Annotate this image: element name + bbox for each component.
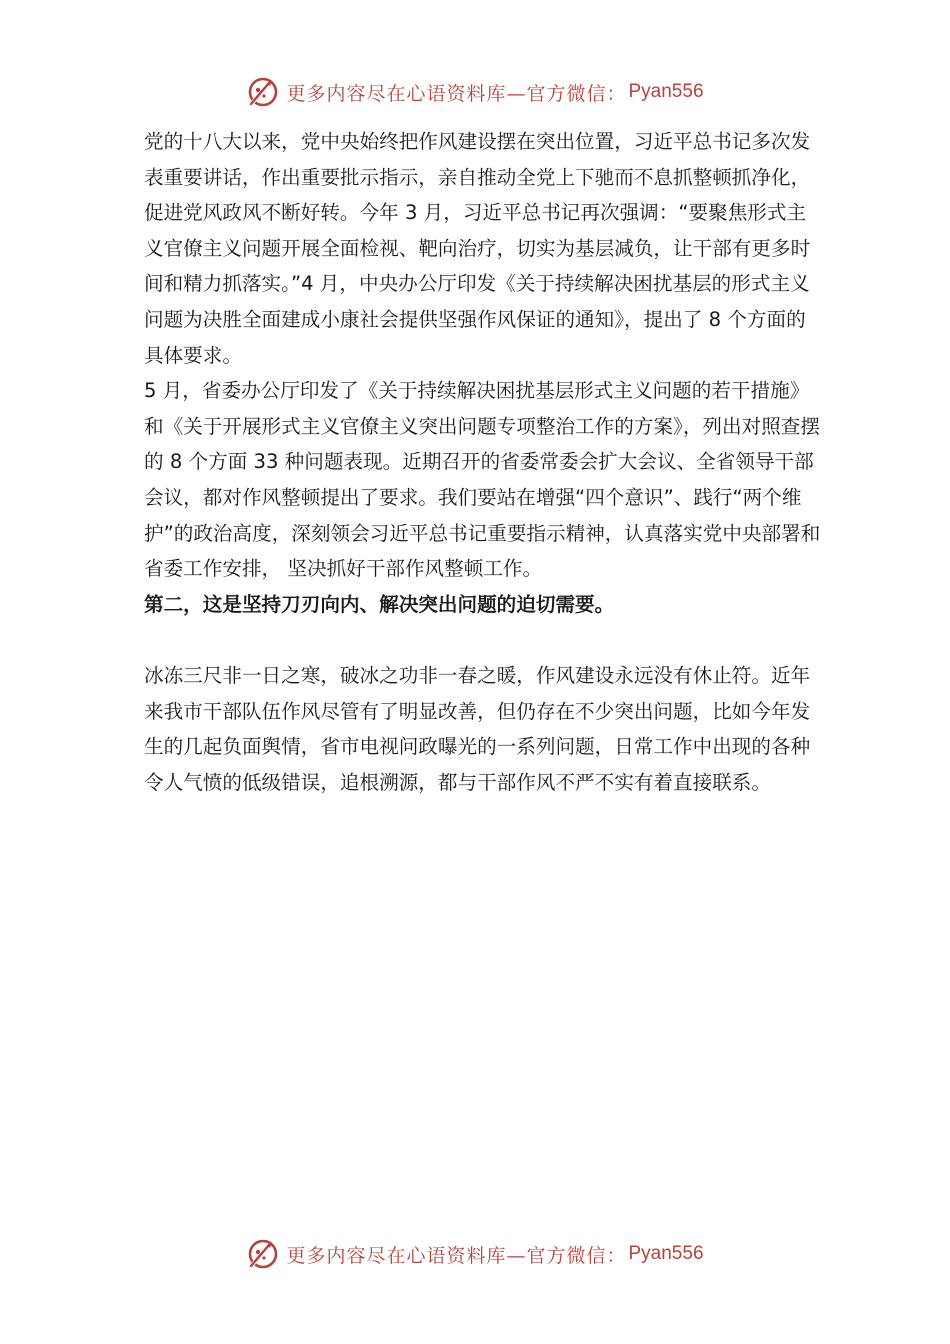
paragraph-2: 5 月，省委办公厅印发了《关于持续解决困扰基层形式主义问题的若干措施》和《关于开展形式主义官僚主义突出问题专项整治工作的方案》，列出对照查摆的 8 个方面 33 种问题表现。近期召开的省委常委会扩大会议、全省领导干部会议，都对作风整顿提出了要求。我们要站在增强“四个意识”、践行“两个维护”的政治高度，深刻领会习近平总书记重要指示精神，认真落实党中央部署和省委工作安排， 坚决抓好干部作风整顿工作。 xyxy=(144,379,821,581)
watermark-wechat-id: Pyan556 xyxy=(628,1243,704,1264)
header-watermark xyxy=(0,74,950,110)
watermark-wechat-id: Pyan556 xyxy=(628,81,704,102)
footer-watermark xyxy=(0,1236,950,1272)
paragraph-1: 党的十八大以来，党中央始终把作风建设摆在突出位置，习近平总书记多次发表重要讲话，作出重要批示指示，亲自推动全党上下驰而不息抓整顿抓净化，促进党风政风不断好转。今年 3 月，习近平总书记再次强调：“要聚焦形式主义官僚主义问题开展全面检视、靶向治疗，切实为基层减负，让干部有更多时间和精力抓落实。”4 月，中央办公厅印发《关于持续解决困扰基层的形式主义问题为决胜全面建成小康社会提供坚强作风保证的通知》，提出了 8 个方面的具体要求。 xyxy=(144,130,811,367)
document-body xyxy=(144,124,824,800)
watermark-text: 更多内容尽在心语资料库—官方微信： xyxy=(286,82,627,105)
paragraph-3: 冰冻三尺非一日之寒，破冰之功非一春之暖，作风建设永远没有休止符。近年来我市干部队伍作风尽管有了明显改善，但仍存在不少突出问题，比如今年发生的几起负面舆情，省市电视问政曝光的一系列问题，日常工作中出现的各种令人气愤的低级错误，追根溯源，都与干部作风不严不实有着直接联系。 xyxy=(144,663,811,794)
watermark-text: 更多内容尽在心语资料库—官方微信： xyxy=(286,1244,627,1267)
section-heading-second: 第二，这是坚持刀刃向内、解决突出问题的迫切需要。 xyxy=(144,592,615,616)
watermark-logo-icon xyxy=(246,75,280,109)
watermark-logo-icon xyxy=(246,1237,280,1271)
